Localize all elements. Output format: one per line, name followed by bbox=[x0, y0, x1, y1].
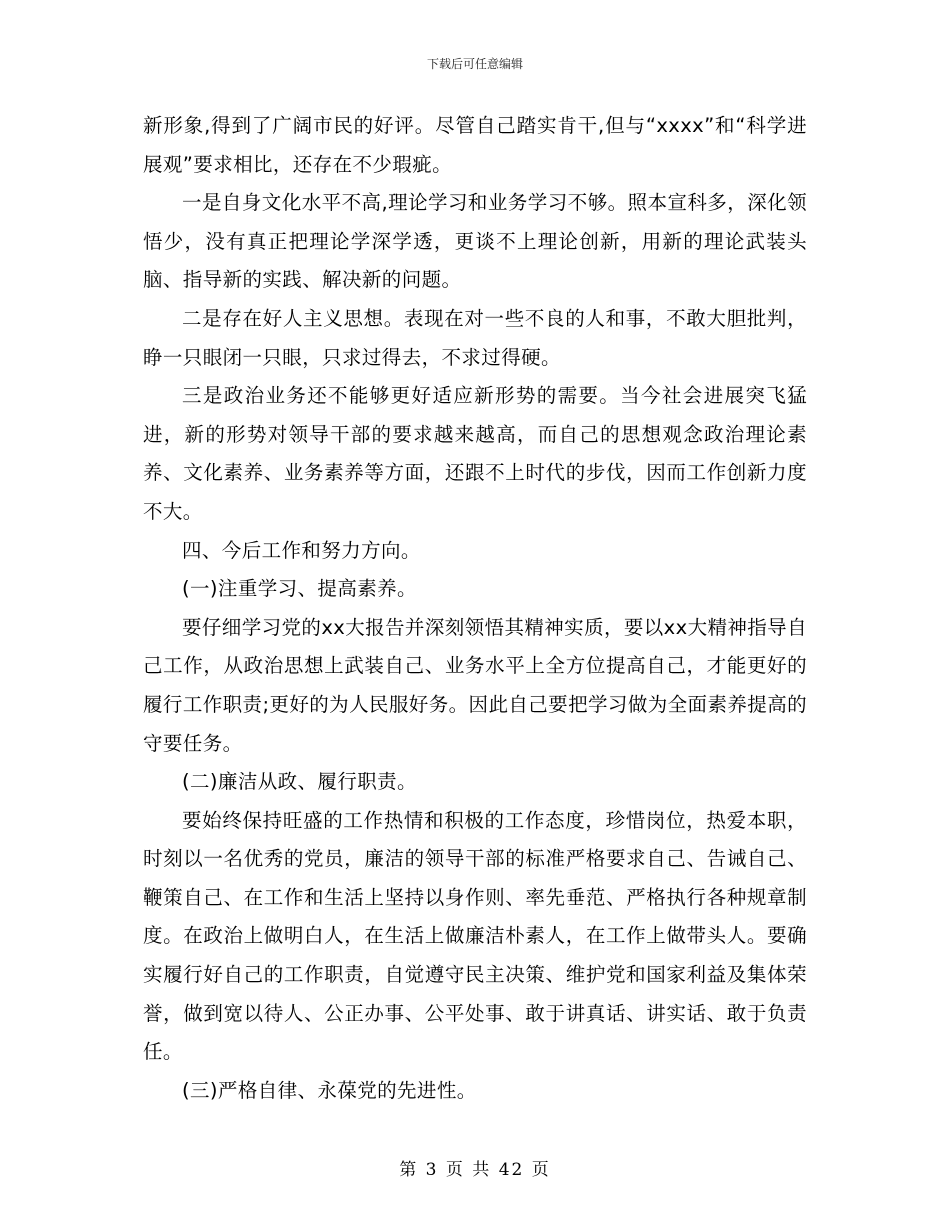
paragraph: 要始终保持旺盛的工作热情和积极的工作态度，珍惜岗位，热爱本职，时刻以一名优秀的党员，廉洁的领导干部的标准严格要求自己、告诫自己、鞭策自己、在工作和生活上坚持以身作则、率先垂范、严格执行各种规章制度。在政治上做明白人，在生活上做廉洁朴素人，在工作上做带头人。要确实履行好自己的工作职责，自觉遵守民主决策、维护党和国家利益及集体荣誉，做到宽以待人、公正办事、公平处事、敢于讲真话、讲实话、敢于负责任。 bbox=[143, 808, 807, 1064]
subsection-heading: (二)廉洁从政、履行职责。 bbox=[182, 770, 417, 794]
document-body bbox=[143, 107, 807, 1110]
header-note: 下载后可任意编辑 bbox=[426, 57, 523, 71]
section-heading: 四、今后工作和努力方向。 bbox=[182, 538, 421, 562]
paragraph: 一是自身文化水平不高,理论学习和业务学习不够。照本宣科多，深化领悟少，没有真正把理论学深学透，更谈不上理论创新，用新的理论武装头脑、指导新的实践、解决新的问题。 bbox=[143, 191, 807, 292]
paragraph: 新形象,得到了广阔市民的好评。尽管自己踏实肯干,但与“xxxx”和“科学进展观”要求相比，还存在不少瑕疵。 bbox=[143, 114, 807, 176]
page-number: 第 3 页 共 42 页 bbox=[399, 1160, 551, 1180]
subsection-heading: (一)注重学习、提高素养。 bbox=[182, 577, 417, 601]
paragraph: 要仔细学习党的xx大报告并深刻领悟其精神实质，要以xx大精神指导自己工作，从政治思想上武装自己、业务水平上全方位提高自己，才能更好的履行工作职责;更好的为人民服好务。因此自己要把学习做为全面素养提高的守要任务。 bbox=[143, 615, 807, 755]
paragraph: 二是存在好人主义思想。表现在对一些不良的人和事，不敢大胆批判，睁一只眼闭一只眼，只求过得去，不求过得硬。 bbox=[143, 306, 807, 369]
subsection-heading: (三)严格自律、永葆党的先进性。 bbox=[182, 1078, 477, 1102]
paragraph: 三是政治业务还不能够更好适应新形势的需要。当今社会进展突飞猛进，新的形势对领导干部的要求越来越高，而自己的思想观念政治理论素养、文化素养、业务素养等方面，还跟不上时代的步伐，因而工作创新力度不大。 bbox=[143, 384, 807, 523]
